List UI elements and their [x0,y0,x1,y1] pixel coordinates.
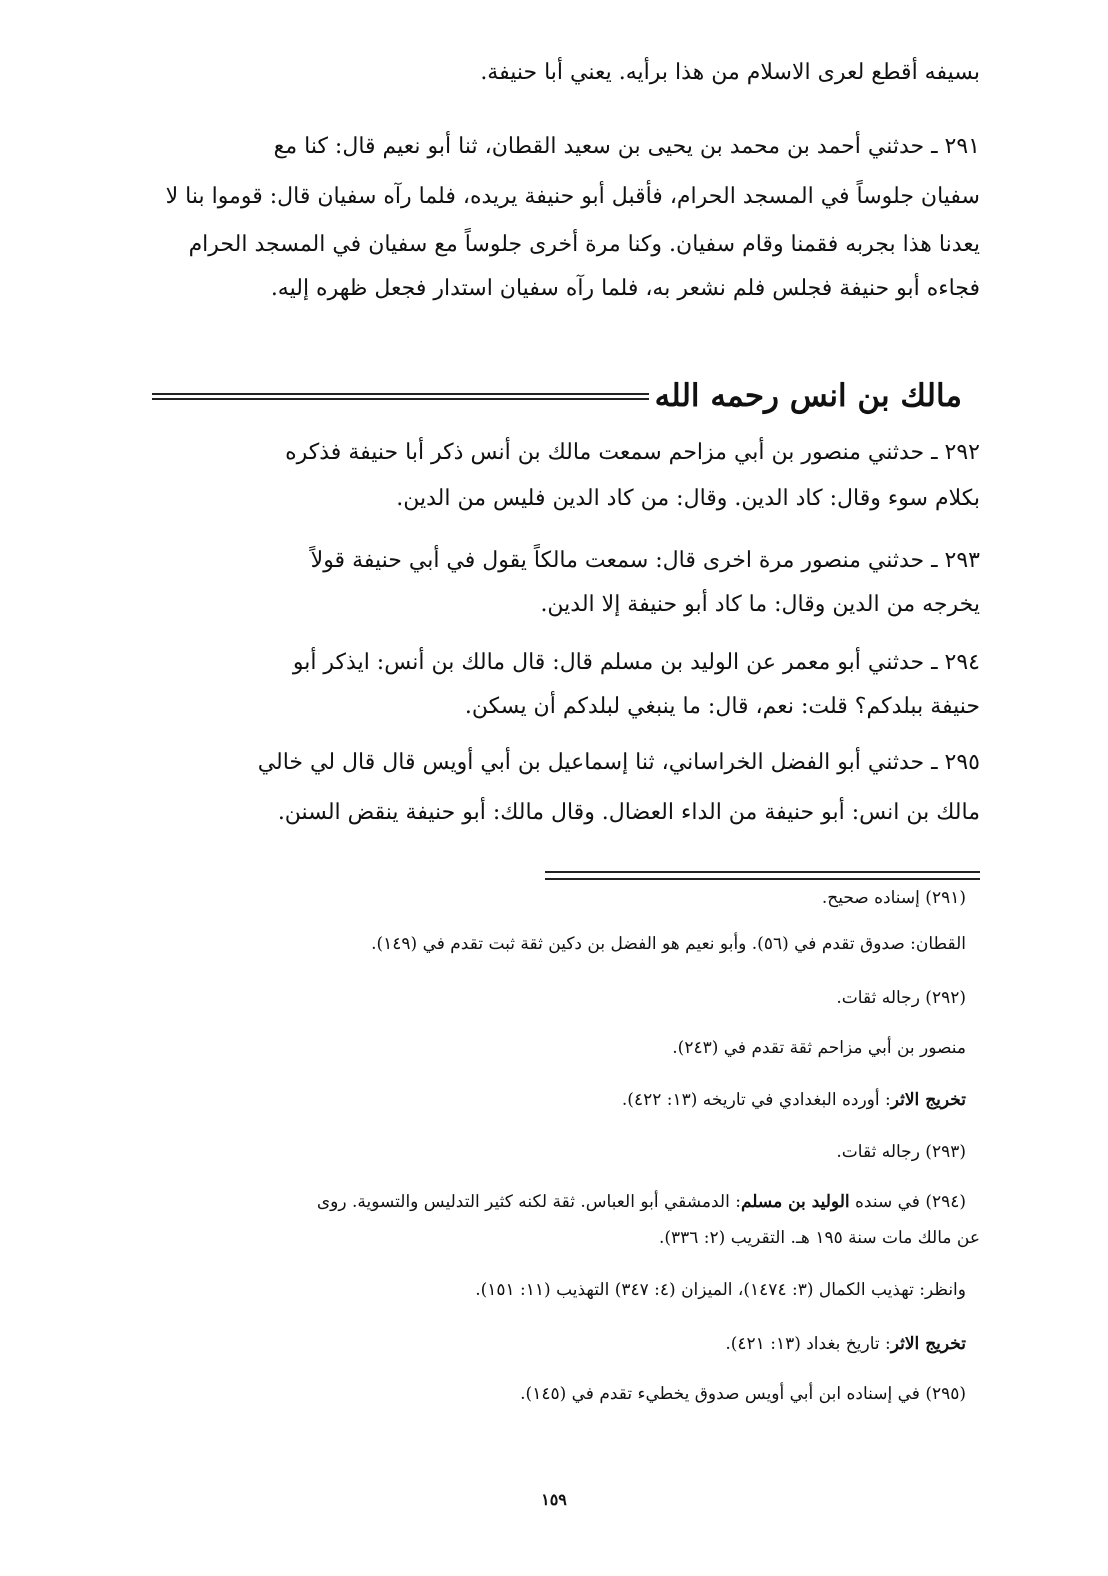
paragraph-line: ٢٩٣ ـ حدثني منصور مرة اخرى قال: سمعت مالكاً يقول في أبي حنيفة قولاً [310,548,980,573]
footnote-line: (٢٩١) إسناده صحيح. [821,888,966,908]
footnote-separator [545,871,980,880]
footnote-line: (٢٩٢) رجاله ثقات. [836,988,966,1008]
paragraph-line: سفيان جلوساً في المسجد الحرام، فأقبل أبو حنيفة يريده، فلما رآه سفيان قال: قوموا بنا لا [165,184,980,209]
page-number: ١٥٩ [541,1490,567,1509]
footnote-line: وانظر: تهذيب الكمال (٣: ١٤٧٤)، الميزان (٤: ٣٤٧) التهذيب (١١: ١٥١). [475,1280,966,1300]
footnote-bold-label: تخريج الاثر [890,1090,966,1110]
footnote-line: منصور بن أبي مزاحم ثقة تقدم في (٢٤٣). [672,1038,966,1058]
footnote-line: (٢٩٣) رجاله ثقات. [836,1142,966,1162]
paragraph-line: ٢٩٤ ـ حدثني أبو معمر عن الوليد بن مسلم قال: قال مالك بن أنس: ايذكر أبو [292,650,980,675]
footnote-line [128,1086,966,1114]
footnote-bold-name: الوليد بن مسلم [740,1192,850,1212]
footnote-line: (٢٩٥) في إسناده ابن أبي أويس صدوق يخطيء تقدم في (١٤٥). [520,1384,966,1404]
top-line: بسيفه أقطع لعرى الاسلام من هذا برأيه. يعني أبا حنيفة. [480,60,980,85]
footnote-line: القطان: صدوق تقدم في (٥٦). وأبو نعيم هو الفضل بن دكين ثقة ثبت تقدم في (١٤٩). [371,934,966,954]
paragraph-line: بكلام سوء وقال: كاد الدين. وقال: من كاد الدين فليس من الدين. [396,486,980,511]
footnote-text: : الدمشقي أبو العباس. ثقة لكنه كثير التدليس والتسوية. روى [316,1192,741,1212]
footnote-line: عن مالك مات سنة ١٩٥ هـ. التقريب (٢: ٣٣٦). [658,1228,980,1248]
paragraph-line: حنيفة ببلدكم؟ قلت: نعم، قال: ما ينبغي لبلدكم أن يسكن. [464,694,980,719]
section-title: مالك بن انس رحمه الله [654,378,962,414]
footnote-text: : تاريخ بغداد (١٣: ٤٢١). [725,1334,891,1354]
section-heading [152,366,966,426]
title-double-rule [152,393,649,400]
paragraph-line: يخرجه من الدين وقال: ما كاد أبو حنيفة إلا الدين. [540,592,980,617]
paragraph-line: ٢٩٢ ـ حدثني منصور بن أبي مزاحم سمعت مالك بن أنس ذكر أبا حنيفة فذكره [285,440,980,465]
footnote-bold-label: تخريج الاثر [890,1334,966,1354]
paragraph-line: يعدنا هذا بجربه فقمنا وقام سفيان. وكنا مرة أخرى جلوساً مع سفيان في المسجد الحرام [188,232,980,257]
paragraph-line: مالك بن انس: أبو حنيفة من الداء العضال. وقال مالك: أبو حنيفة ينقض السنن. [277,800,980,825]
paragraph-line: فجاءه أبو حنيفة فجلس فلم نشعر به، فلما رآه سفيان استدار فجعل ظهره إليه. [270,276,980,301]
footnote-text: (٢٩٤) في سنده [849,1192,966,1212]
paragraph-line: ٢٩٥ ـ حدثني أبو الفضل الخراساني، ثنا إسماعيل بن أبي أويس قال قال لي خالي [257,750,980,775]
footnote-text: : أورده البغدادي في تاريخه (١٣: ٤٢٢). [621,1090,891,1110]
footnote-line [128,1330,966,1358]
footnote-line [128,1188,966,1216]
paragraph-line: ٢٩١ ـ حدثني أحمد بن محمد بن يحيى بن سعيد القطان، ثنا أبو نعيم قال: كنا مع [273,134,980,159]
